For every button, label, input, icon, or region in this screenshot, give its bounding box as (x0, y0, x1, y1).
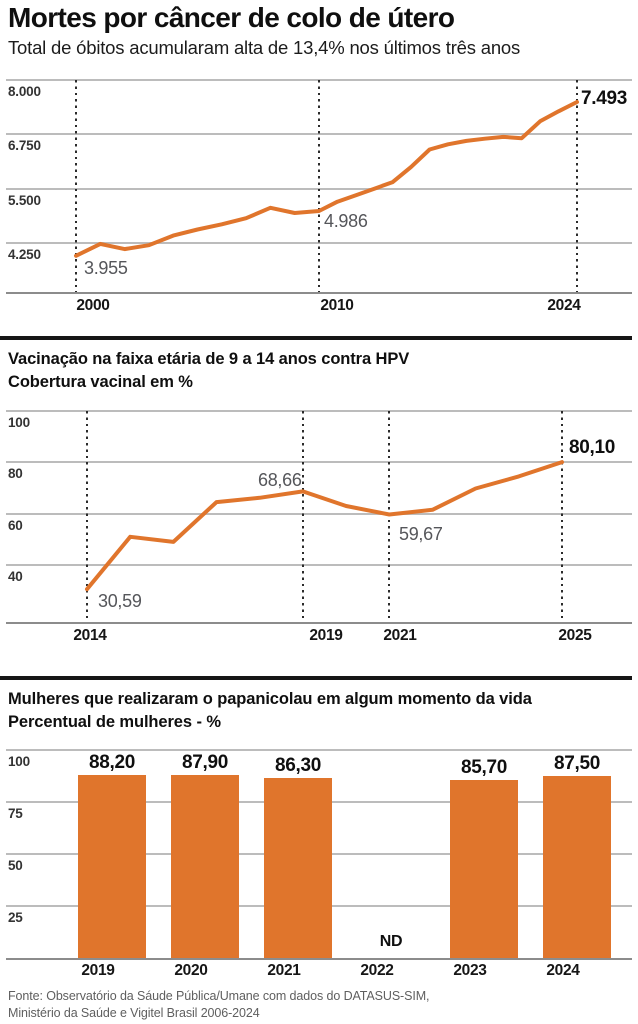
value-annotation: 59,67 (399, 524, 443, 544)
hpv-section-title: Vacinação na faixa etária de 9 a 14 anos contra HPV (8, 350, 410, 368)
gridline (6, 133, 632, 135)
bar (543, 776, 611, 958)
gridline (6, 853, 632, 855)
gridline (6, 242, 632, 244)
section-divider (0, 676, 632, 680)
gridline (6, 905, 632, 907)
y-axis-label: 60 (8, 517, 23, 533)
gridline (6, 513, 632, 515)
x-axis-label: 2019 (81, 962, 115, 979)
x-axis-label: 2024 (547, 297, 581, 314)
y-axis-label: 75 (8, 806, 23, 821)
x-axis-label: 2024 (546, 962, 580, 979)
y-axis-label: 5.500 (8, 192, 41, 208)
bar-value-label: 87,50 (553, 753, 601, 774)
source-footer (8, 988, 429, 1022)
x-axis-label: 2020 (174, 962, 208, 979)
dotted-year-line (75, 80, 77, 292)
hpv-section-subtitle: Cobertura vacinal em % (8, 373, 193, 391)
dotted-year-line (561, 411, 563, 622)
gridline (6, 801, 632, 803)
section-divider (0, 336, 632, 340)
value-annotation: 80,10 (569, 437, 616, 458)
gridline (6, 79, 632, 81)
bar-value-label: 88,20 (88, 751, 136, 773)
dotted-year-line (318, 80, 320, 292)
x-axis-label: 2025 (558, 627, 592, 644)
gridline (6, 461, 632, 463)
dotted-year-line (388, 411, 390, 622)
x-axis-label: 2021 (383, 627, 417, 644)
no-data-label: ND (379, 933, 403, 950)
value-annotation: 30,59 (98, 591, 142, 611)
y-axis-label: 40 (8, 569, 23, 584)
x-axis-label: 2014 (73, 627, 107, 644)
value-annotation: 68,66 (258, 470, 302, 490)
value-annotation: 4.986 (324, 211, 368, 231)
bar (78, 775, 146, 958)
bar (171, 775, 239, 958)
dotted-year-line (86, 411, 88, 622)
dotted-year-line (576, 80, 578, 292)
x-axis-line (6, 292, 632, 294)
y-axis-label: 25 (8, 910, 23, 925)
pap-section-subtitle: Percentual de mulheres - % (8, 713, 221, 731)
pap-section-title: Mulheres que realizaram o papanicolau em algum momento da vida (8, 690, 532, 708)
x-axis-label: 2023 (453, 962, 487, 979)
x-axis-line (6, 622, 632, 624)
y-axis-label: 100 (8, 754, 30, 769)
x-axis-label: 2021 (267, 962, 301, 979)
x-axis-label: 2000 (76, 297, 110, 314)
y-axis-label: 6.750 (8, 138, 41, 154)
gridline (6, 188, 632, 190)
bar-value-label: 86,30 (274, 755, 322, 777)
gridline (6, 564, 632, 566)
bar (450, 780, 518, 958)
x-axis-line (6, 958, 632, 960)
dotted-year-line (302, 411, 304, 622)
gridline (6, 410, 632, 412)
bar-value-label: 87,90 (181, 752, 229, 774)
value-annotation: 3.955 (84, 258, 128, 278)
bar-value-label: 85,70 (460, 756, 508, 778)
x-axis-label: 2022 (360, 962, 394, 979)
y-axis-label: 50 (8, 858, 23, 873)
y-axis-label: 8.000 (8, 84, 41, 99)
source-line-2: Ministério da Saúde e Vigitel Brasil 2006-2024 (8, 1006, 260, 1020)
source-line-1: Fonte: Observatório da Sáude Pública/Umane com dados do DATASUS-SIM, (8, 989, 430, 1003)
x-axis-label: 2010 (320, 297, 354, 314)
y-axis-label: 80 (8, 466, 23, 482)
value-annotation: 7.493 (581, 88, 628, 109)
page-title: Mortes por câncer de colo de útero (8, 2, 455, 33)
y-axis-label: 4.250 (8, 247, 41, 262)
gridline (6, 749, 632, 751)
y-axis-label: 100 (8, 415, 30, 430)
page-subtitle: Total de óbitos acumularam alta de 13,4% nos últimos três anos (8, 37, 521, 58)
x-axis-label: 2019 (309, 627, 343, 644)
bar (264, 778, 332, 958)
